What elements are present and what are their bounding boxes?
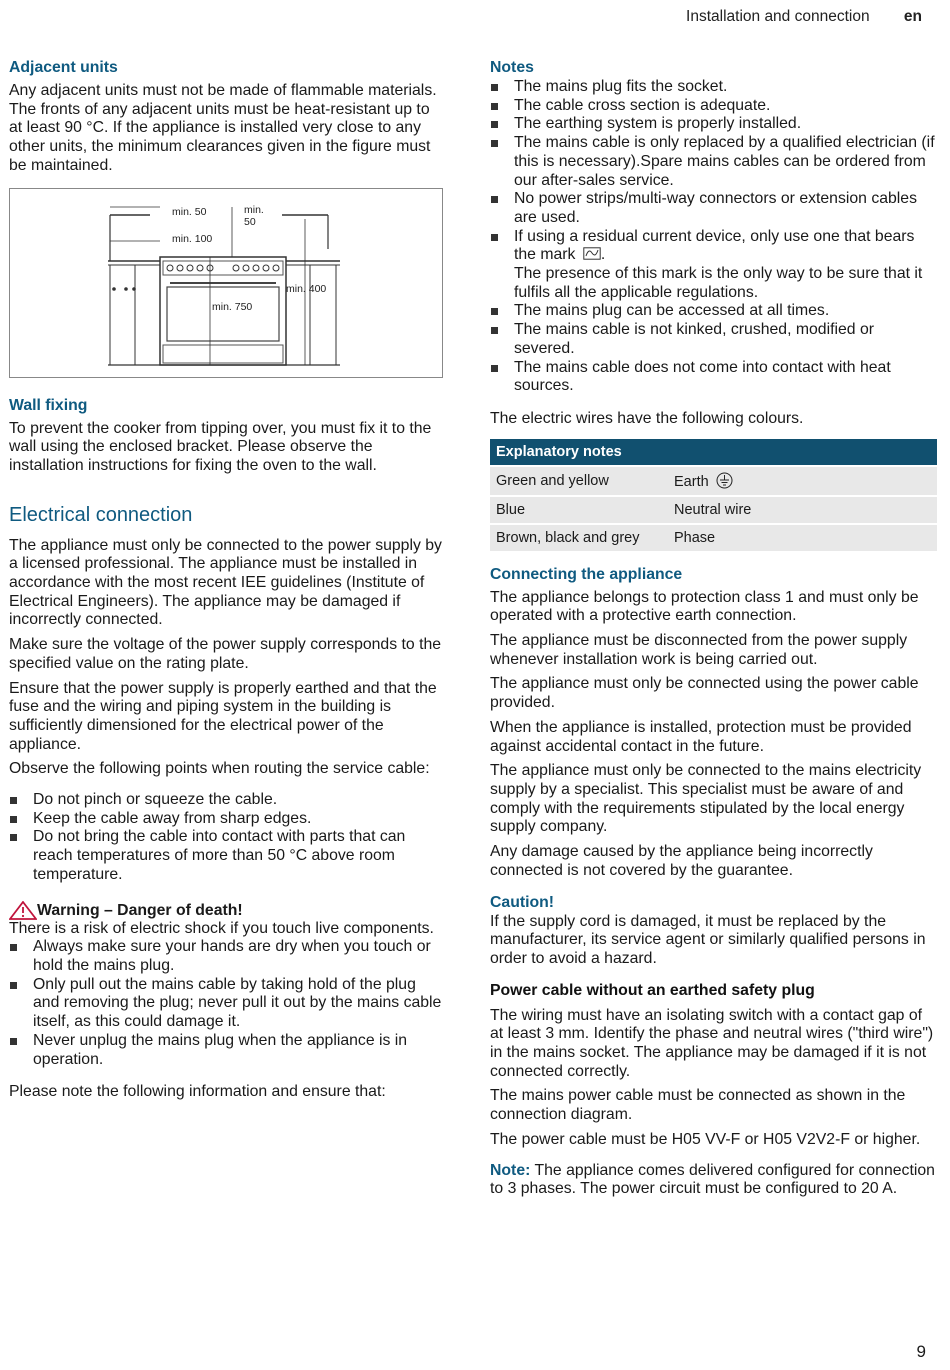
bullet-icon [491,308,498,315]
list-item: The cable cross section is adequate. [490,97,937,116]
clearance-diagram [9,188,443,378]
label-min-50-b-line2: 50 [244,215,256,228]
connecting-p2: The appliance must be disconnected from the power supply whenever installation work is being carried out. [490,632,908,668]
list-item: Only pull out the mains cable by taking hold of the plug and removing the plug; never pull it out by the mains cable itself, as this could damage it. [9,976,443,1032]
power-p2: The mains power cable must be connected as shown in the connection diagram. [490,1087,906,1124]
bullet-icon [10,816,17,823]
connecting-heading: Connecting the appliance [490,565,683,583]
electrical-p2: Make sure the voltage of the power supply corresponds to the specified value on the rating plate. [9,636,442,672]
bullet-icon [10,982,17,989]
list-item: Never unplug the mains plug when the appliance is in operation. [9,1032,443,1069]
bullet-icon [10,944,17,951]
left-column [9,58,443,1108]
connecting-p6: Any damage caused by the appliance being incorrectly connected is not covered by the guarantee. [490,843,873,879]
bullet-icon [491,234,498,241]
bullet-icon [10,834,17,841]
list-item: The mains plug can be accessed at all times. [490,302,937,321]
table-row [490,496,937,524]
table-row [490,466,937,496]
list-item: The earthing system is properly installed. [490,115,937,134]
list-item: Do not pinch or squeeze the cable. [9,791,443,810]
list-item: The mains cable does not come into contact with heat sources. [490,359,937,396]
label-min-750: min. 750 [212,300,253,313]
table-cell: Brown, black and grey [490,524,668,551]
note-text: The appliance comes delivered configured for connection to 3 phases. The power circuit must be configured to 20 A. [490,1161,935,1198]
bullet-icon [491,365,498,372]
notes-heading: Notes [490,59,534,76]
bullet-icon [491,196,498,203]
list-item: Always make sure your hands are dry when you touch or hold the mains plug. [9,938,443,975]
electrical-p1: The appliance must only be connected to the power supply by a licensed professional. The appliance must be installed in accordance with the most recent IEE guidelines (Institute of Electrical Engineers). The appliance may be damaged if incorrectly connected. [9,536,442,629]
adjacent-units-text: Any adjacent units must not be made of flammable materials. The fronts of any adjacent units must be heat-resistant up to at least 90 °C. If the appliance is installed very close to any other units, the minimum clearances given in the figure must be maintained. [9,82,437,174]
table-row [490,524,937,551]
page-header [686,8,922,26]
earth-symbol-icon [716,472,733,489]
connecting-p5: The appliance must only be connected to the mains electricity supply by a specialist. This specialist must be aware of and comply with the requirements stipulated by the local energy supply company. [490,762,922,836]
power-p1: The wiring must have an isolating switch with a contact gap of at least 3 mm. Identify the phase and neutral wires ("third wire") in the mains socket. The appliance may be damaged if it is not connected correctly. [490,1006,934,1080]
wire-colour-table [490,439,937,551]
warning-list [9,938,443,1069]
notes-list [490,78,937,396]
wall-fixing-text: To prevent the cooker from tipping over, you must fix it to the wall using the enclosed bracket. Please observe the installation instructions for fixing the oven to the wall. [9,419,432,474]
bullet-icon [491,84,498,91]
label-min-400: min. 400 [286,282,327,295]
bullet-icon [491,140,498,147]
warning-title: Warning – Danger of death! [37,901,243,919]
table-cell: Blue [490,496,668,524]
bullet-icon [491,121,498,128]
electrical-connection-heading: Electrical connection [9,503,193,526]
list-item: The mains plug fits the socket. [490,78,937,97]
rcd-mark-icon [583,247,601,260]
note-label: Note: [490,1161,531,1179]
label-min-100: min. 100 [172,232,213,245]
caution-text: If the supply cord is damaged, it must be replaced by the manufacturer, its service agent or similarly qualified persons in order to avoid a hazard. [490,912,926,967]
wall-fixing-heading: Wall fixing [9,396,88,414]
list-item: The mains cable is only replaced by a qualified electrician (if this is necessary).Spare mains cables can be ordered from our after-sales service. [490,134,937,190]
label-min-50-b-line1: min. [244,203,264,216]
bullet-icon [10,797,17,804]
bullet-icon [10,1038,17,1045]
warning-text: There is a risk of electric shock if you touch live components. [9,919,434,937]
wires-intro: The electric wires have the following colours. [490,409,804,427]
list-item: Keep the cable away from sharp edges. [9,810,443,829]
electrical-p3: Ensure that the power supply is properly earthed and that the fuse and the wiring and piping system in the building is sufficiently dimensioned for the electrical power of the appliance. [9,679,437,753]
label-min-50-a: min. 50 [172,205,207,218]
bullet-icon [491,103,498,110]
list-item: The mains cable is not kinked, crushed, modified or severed. [490,321,937,358]
cable-routing-list [9,791,443,885]
electrical-p4: Observe the following points when routing the service cable: [9,760,430,778]
adjacent-units-heading: Adjacent units [9,59,118,76]
clearance-figure [10,189,442,377]
list-item: Do not bring the cable into contact with parts that can reach temperatures of more than 50 °C above room temperature. [9,828,443,884]
power-p3: The power cable must be H05 VV-F or H05 V2V2-F or higher. [490,1130,921,1148]
table-cell: Neutral wire [668,496,937,524]
connecting-p1: The appliance belongs to protection class 1 and must only be operated with a protective earth connection. [490,588,919,625]
section-title: Installation and connection [686,8,870,25]
right-column [490,58,937,1205]
connecting-p3: The appliance must only be connected using the power cable provided. [490,675,919,712]
please-note-text: Please note the following information and ensure that: [9,1083,386,1101]
table-cell: Earth [668,466,937,496]
warning-heading [9,901,443,920]
power-note [490,1162,937,1199]
connecting-p4: When the appliance is installed, protection must be provided against accidental contact in the future. [490,718,912,755]
list-item: If using a residual current device, only use one that bears the mark . The presence of this mark is the only way to be sure that it fulfils all the applicable regulations. [490,228,937,303]
power-cable-heading: Power cable without an earthed safety plug [490,981,815,999]
caution-heading: Caution! [490,893,555,911]
warning-triangle-icon [9,901,37,920]
table-cell: Green and yellow [490,466,668,496]
language-code: en [903,8,922,25]
table-cell: Phase [668,524,937,551]
page-number: 9 [916,1342,926,1361]
list-item: No power strips/multi-way connectors or extension cables are used. [490,190,937,227]
table-header: Explanatory notes [490,439,937,466]
bullet-icon [491,327,498,334]
